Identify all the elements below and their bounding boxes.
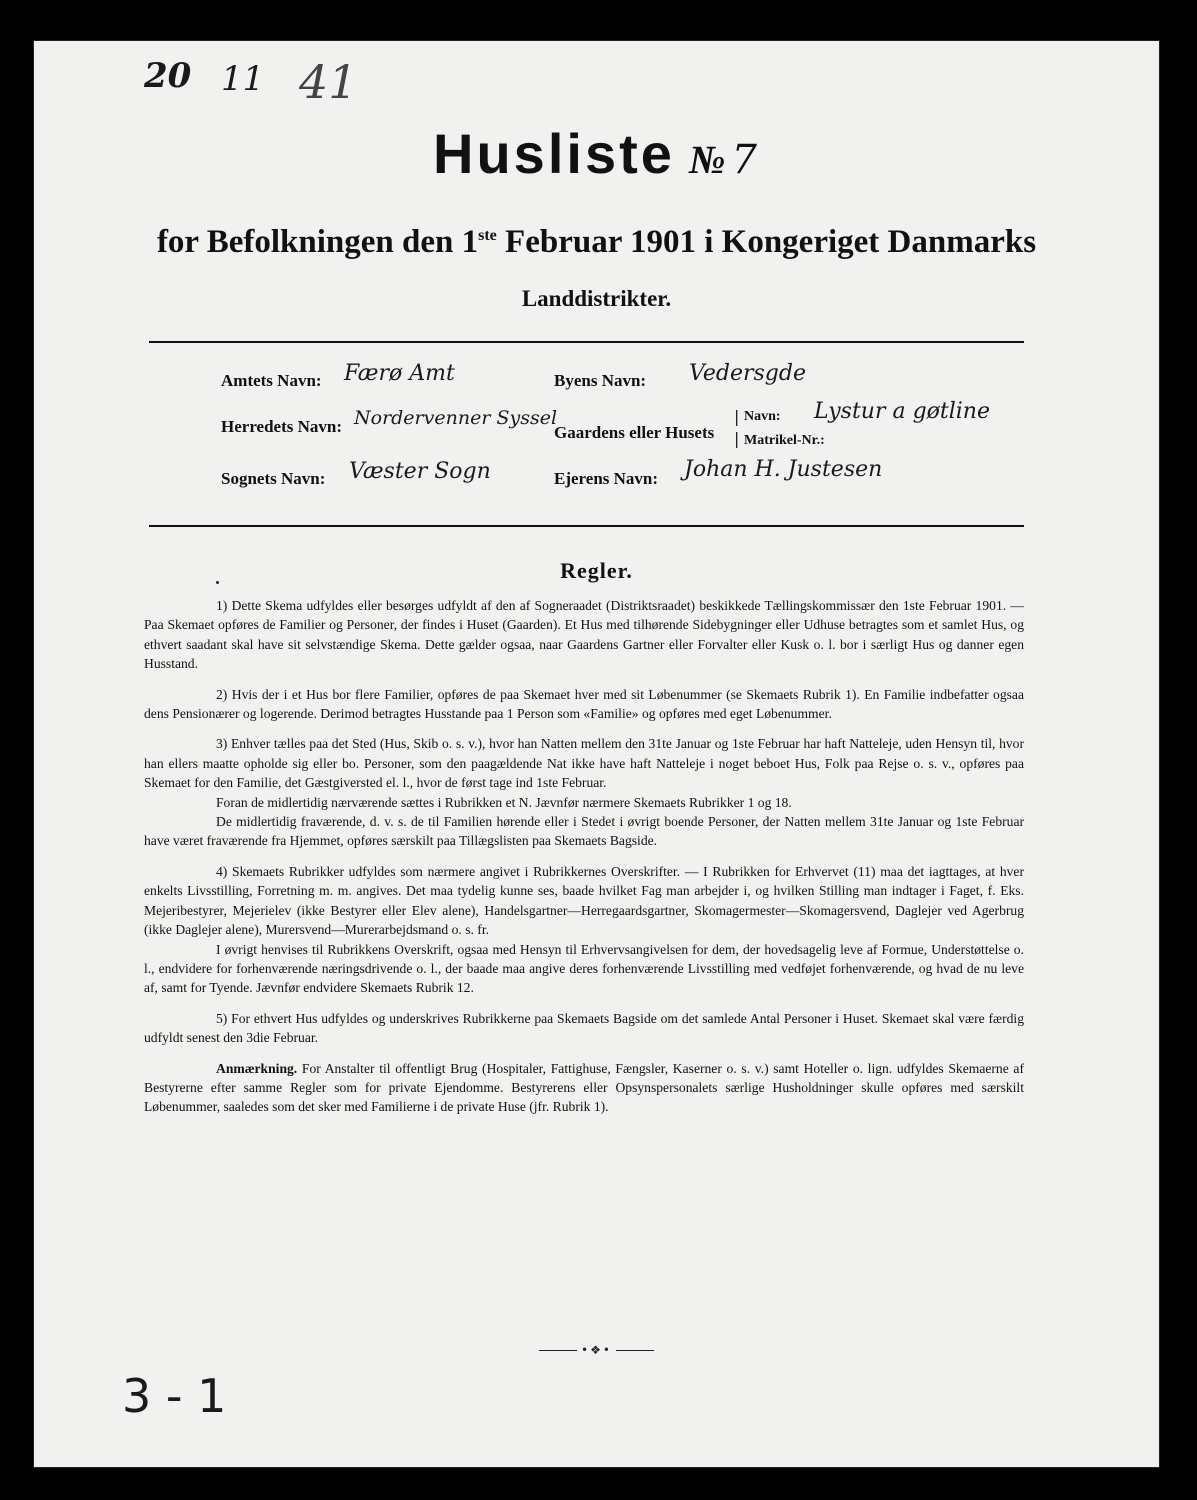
ornament-line-left bbox=[539, 1350, 577, 1351]
corner-number-c: 41 bbox=[299, 55, 358, 109]
top-divider bbox=[149, 341, 1024, 343]
by-label: Byens Navn: bbox=[554, 371, 647, 390]
subtitle-sup: ste bbox=[478, 227, 497, 244]
ejer-label: Ejerens Navn: bbox=[554, 469, 659, 488]
rule-5: 5) For ethvert Hus udfyldes og underskrives Rubrikkerne paa Skemaets Bagside om det samlede Antal Personer i Huset. Skemaet skal være færdig udfyldt senest den 3die Februar. bbox=[144, 1010, 1024, 1046]
ornament bbox=[34, 1343, 1159, 1357]
navn-label: Navn: bbox=[744, 409, 781, 424]
rule-4b: I øvrigt henvises til Rubrikkens Overskrift, ogsaa med Hensyn til Erhvervsangivelsen for dem, der hovedsagelig leve af Formue, Understøttelse o. l., endvidere for forhenværende næringsdrivende o. l., der baade maa angive deres forhenværende Livsstilling med vedføjet forhenværende, og hvad de nu leve af, samt for Tyende. Jævnfør endvidere Skemaets Rubrik 12. bbox=[144, 941, 1024, 996]
corner-number-a: 20 bbox=[144, 56, 192, 96]
ornament-glyph: •❖• bbox=[581, 1343, 612, 1357]
brace-bottom: | bbox=[734, 429, 740, 448]
navn-value: Lystur a gøtline bbox=[814, 399, 990, 424]
rule-3: 3) Enhver tælles paa det Sted (Hus, Skib o. s. v.), hvor han Natten mellem den 31te Januar og 1ste Februar har haft Natteleje, uden Hensyn til, hvor han ellers maatte opholde sig eller bo. Personer, som den paagældende Nat ikke have haft Natteleje i noget beboet Hus, Folk paa Rejse o. s. v., opføres paa Skemaet for den Familie, det Gæstgiversted el. l., hvor de først tage ind 1ste Februar. bbox=[144, 736, 1024, 791]
rule-3b: Foran de midlertidig nærværende sættes i Rubrikken et N. Jævnfør nærmere Skemaets Rubrikker 1 og 18. bbox=[216, 794, 792, 810]
bottom-divider bbox=[149, 525, 1024, 527]
rule-3c: De midlertidig fraværende, d. v. s. de til Familien hørende eller i Stedet i øvrigt boende Personer, der Natten mellem 31te Januar og 1ste Februar have været fraværende fra Hjemmet, opføres særskilt paa Tillægslisten paa Skemaets Bagside. bbox=[144, 814, 1024, 849]
note-label: Anmærkning. bbox=[216, 1060, 298, 1076]
sogn-label: Sognets Navn: bbox=[221, 469, 326, 488]
census-form-page bbox=[33, 40, 1160, 1468]
archive-number: 3 - 1 bbox=[122, 1369, 227, 1423]
note bbox=[144, 1059, 1024, 1117]
number-sign: № bbox=[688, 137, 726, 182]
subtitle-pre: for Befolkningen den 1 bbox=[156, 224, 479, 260]
form-subtitle bbox=[34, 224, 1159, 261]
ejer-value: Johan H. Justesen bbox=[684, 457, 883, 482]
subtitle-post: Februar 1901 i Kongeriget Danmarks bbox=[496, 224, 1037, 260]
gaard-label: Gaardens eller Husets bbox=[554, 423, 715, 442]
list-number: 7 bbox=[731, 137, 760, 183]
herred-value: Nordervenner Syssel bbox=[354, 407, 558, 429]
ornament-line-right bbox=[616, 1350, 654, 1351]
by-value: Vedersgde bbox=[689, 361, 806, 386]
rule-2: 2) Hvis der i et Hus bor flere Familier, opføres de paa Skemaet hver med sit Løbenummer (se Skemaets Rubrik 1). En Familie indbefatter ogsaa dens Pensionærer og logerende. Derimod betragtes Husstande paa 1 Person som «Familie» og opføres med eget Løbenummer. bbox=[144, 686, 1024, 722]
amt-value: Færø Amt bbox=[344, 361, 455, 386]
rule-1: 1) Dette Skema udfyldes eller besørges udfyldt af den af Sogneraadet (Distriktsraadet) beskikkede Tællingskommissær den 1ste Februar 1901. — Paa Skemaet opføres de Familier og Personer, der findes i Huset (Gaarden). Et Hus med tilhørende Sidebygninger eller Udhuse betragtes som et samlet Hus, og ethvert saadant skal have sit selvstændige Skema. Dette gælder ogsaa, naar Gaardens Gartner eller Forvalter eller Kusk o. l. bor i særligt Hus og danner egen Husstand. bbox=[144, 598, 1024, 672]
herred-label: Herredets Navn: bbox=[221, 417, 343, 436]
corner-number-b: 11 bbox=[221, 59, 265, 99]
rules-heading: Regler. bbox=[560, 558, 633, 583]
matrikel-label: Matrikel-Nr.: bbox=[744, 433, 825, 448]
note-text: For Anstalter til offentligt Brug (Hospitaler, Fattighuse, Fængsler, Kaserner o. s. v.) samt Hoteller o. lign. udfyldes Skemaerne af Bestyrerne efter samme Regler som for private Ejendomme. Bestyrerens eller Opsynspersonalets særlige Husholdninger skulle opføres med særskilt Løbenummer, saaledes som det sker med Familierne i de private Huse (jfr. Rubrik 1). bbox=[144, 1060, 1024, 1115]
rule-4: 4) Skemaets Rubrikker udfyldes som nærmere angivet i Rubrikkernes Overskrifter. — I Rubrikken for Erhvervet (11) maa det iagttages, at hver enkelts Livsstilling, Forretning m. m. angives. Det maa tydelig kunne ses, baade hvilket Fag man arbejder i, og hvilken Stilling man indtager i Faget, f. Eks. Mejeribestyrer, Mejerielev (ikke Bestyrer eller Elev alene), Handelsgartner—Herregaardsgartner, Skomagermester—Skomagersvend, Daglejer ved Agerbrug (ikke Daglejer alene), Murersvend—Murerarbejdsmand o. s. fr. bbox=[144, 863, 1024, 938]
brace-top: | bbox=[734, 407, 740, 426]
amt-label: Amtets Navn: bbox=[221, 371, 322, 390]
title-main: Husliste bbox=[433, 122, 675, 185]
form-title bbox=[34, 121, 1159, 186]
form-district-type: Landdistrikter. bbox=[521, 286, 672, 311]
rules-body bbox=[144, 596, 1024, 1128]
sogn-value: Væster Sogn bbox=[349, 459, 491, 484]
ink-dot bbox=[216, 581, 219, 584]
